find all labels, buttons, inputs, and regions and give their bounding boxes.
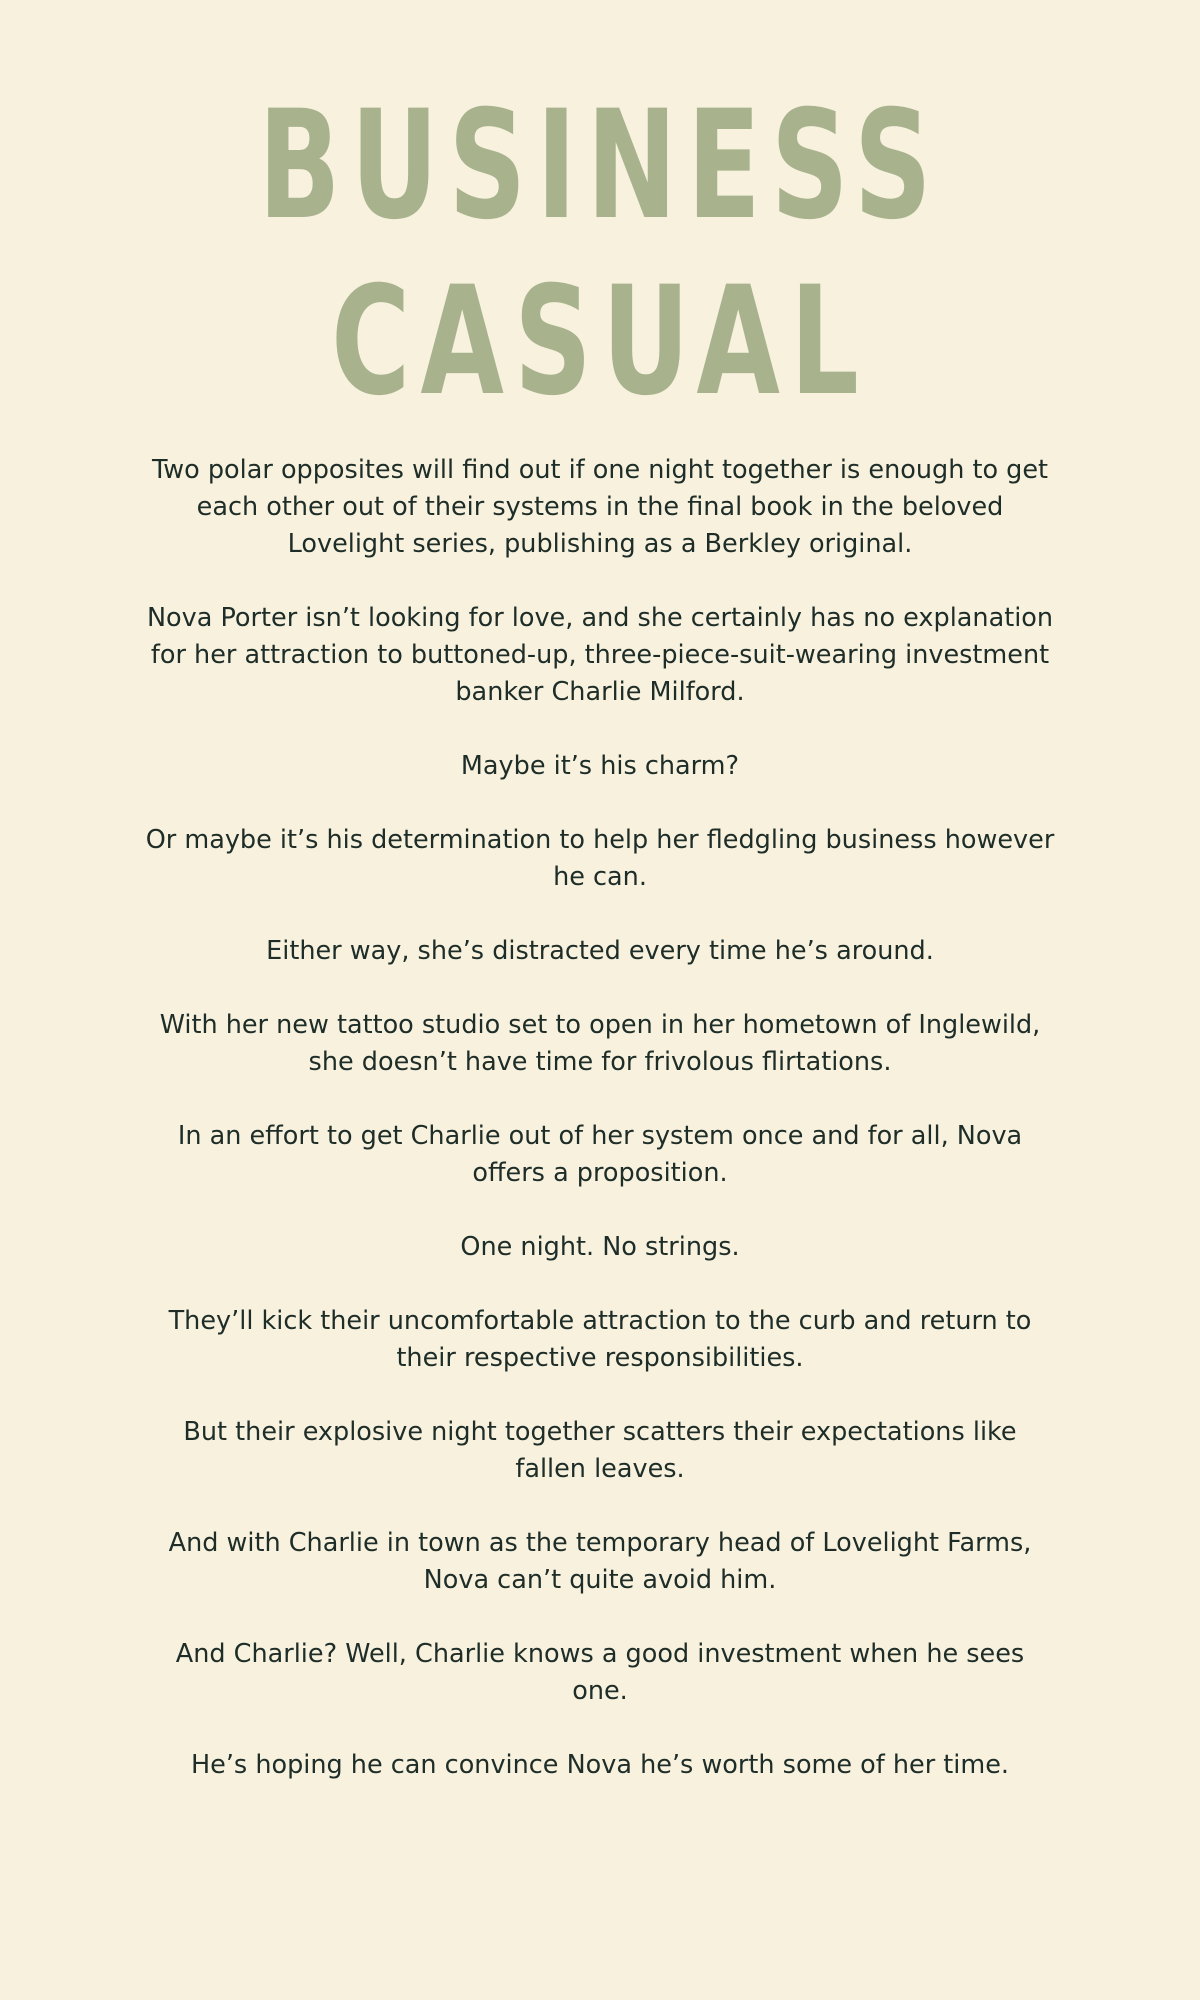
blurb-paragraph: In an effort to get Charlie out of her system once and for all, Nova offers a proposition.: [177, 1121, 1023, 1188]
book-blurb: [145, 452, 1055, 1821]
blurb-paragraph: Either way, she’s distracted every time he’s around.: [266, 936, 934, 966]
blurb-paragraph: They’ll kick their uncomfortable attraction to the curb and return to their respective responsibilities.: [168, 1306, 1032, 1373]
blurb-paragraph: One night. No strings.: [460, 1232, 740, 1262]
blurb-paragraph: Maybe it’s his charm?: [460, 751, 740, 781]
blurb-paragraph: But their explosive night together scatters their expectations like fallen leaves.: [183, 1417, 1017, 1484]
blurb-paragraph: Two polar opposites will find out if one night together is enough to get each other out of their systems in the final book in the beloved Lovelight series, publishing as a Berkley original.: [151, 455, 1049, 559]
blurb-paragraph: With her new tattoo studio set to open in her hometown of Inglewild, she doesn’t have time for frivolous flirtations.: [159, 1010, 1041, 1077]
blurb-paragraph: And with Charlie in town as the temporary head of Lovelight Farms, Nova can’t quite avoid him.: [168, 1528, 1032, 1595]
title-line-2: CASUAL: [331, 255, 869, 429]
blurb-paragraph: And Charlie? Well, Charlie knows a good investment when he sees one.: [175, 1639, 1025, 1706]
blurb-paragraph: Or maybe it’s his determination to help her fledgling business however he can.: [145, 825, 1055, 892]
book-title: [0, 78, 1200, 430]
title-line-1: BUSINESS: [258, 79, 942, 253]
blurb-paragraph: Nova Porter isn’t looking for love, and she certainly has no explanation for her attraction to buttoned-up, three-piece-suit-wearing investment banker Charlie Milford.: [146, 603, 1054, 707]
blurb-paragraph: He’s hoping he can convince Nova he’s worth some of her time.: [190, 1750, 1010, 1780]
